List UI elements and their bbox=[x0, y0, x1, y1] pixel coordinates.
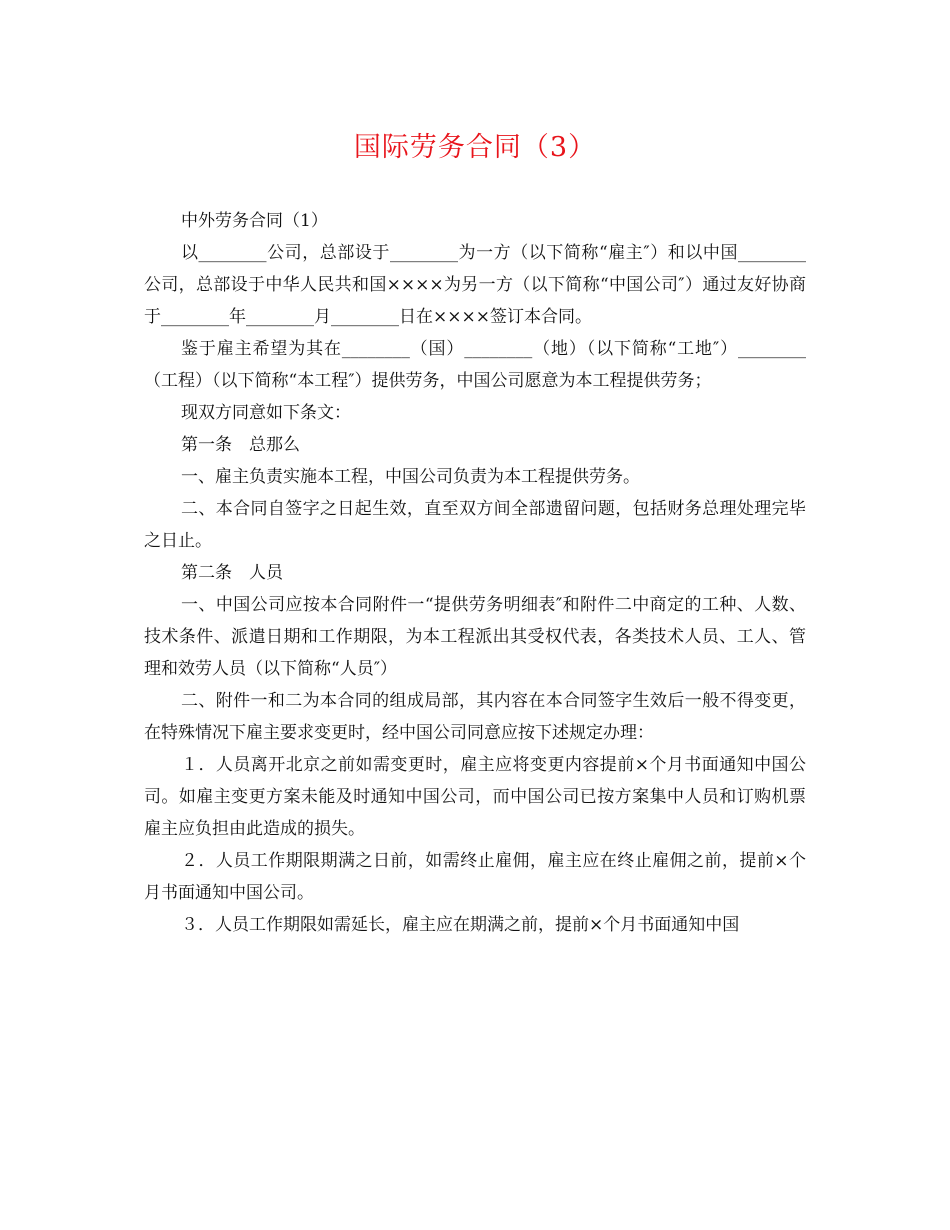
document-body bbox=[144, 205, 806, 941]
paragraph-whereas: 鉴于雇主希望为其在________（国）________（地）（以下简称“工地″）________（工程）（以下简称“本工程″）提供劳务，中国公司愿意为本工程提供劳务； bbox=[144, 339, 806, 391]
paragraph-subtitle: 中外劳务合同（1） bbox=[181, 211, 328, 231]
document-title: 国际劳务合同（3） bbox=[353, 132, 597, 163]
article-2-item-1: １．人员离开北京之前如需变更时，雇主应将变更内容提前×个月书面通知中国公司。如雇主变更方案未能及时通知中国公司，而中国公司已按方案集中人员和订购机票雇主应负担由此造成的损失。 bbox=[144, 755, 806, 839]
article-heading-2: 第二条 人员 bbox=[181, 563, 283, 583]
paragraph-parties: 以________公司，总部设于________为一方（以下简称“雇主″）和以中国________公司，总部设于中华人民共和国××××为另一方（以下简称“中国公司″）通过友好协商于________年________月________日在××××签订本合同。 bbox=[144, 243, 806, 327]
article-2-item-2: ２．人员工作期限期满之日前，如需终止雇佣，雇主应在终止雇佣之前，提前×个月书面通知中国公司。 bbox=[144, 851, 806, 903]
article-2-clause-2: 二、附件一和二为本合同的组成局部，其内容在本合同签字生效后一般不得变更，在特殊情况下雇主要求变更时，经中国公司同意应按下述规定办理： bbox=[144, 691, 806, 743]
article-2-clause-1: 一、中国公司应按本合同附件一“提供劳务明细表″和附件二中商定的工种、人数、技术条件、派遣日期和工作期限，为本工程派出其受权代表，各类技术人员、工人、管理和效劳人员（以下简称“人员″） bbox=[144, 595, 806, 679]
article-heading-1: 第一条 总那么 bbox=[181, 435, 300, 455]
article-1-clause-1: 一、雇主负责实施本工程，中国公司负责为本工程提供劳务。 bbox=[181, 467, 640, 487]
paragraph-agreement-intro: 现双方同意如下条文： bbox=[181, 403, 351, 423]
article-1-clause-2: 二、本合同自签字之日起生效，直至双方间全部遗留问题，包括财务总理处理完毕之日止。 bbox=[144, 499, 806, 551]
article-2-item-3: ３．人员工作期限如需延长，雇主应在期满之前，提前×个月书面通知中国 bbox=[181, 915, 740, 935]
